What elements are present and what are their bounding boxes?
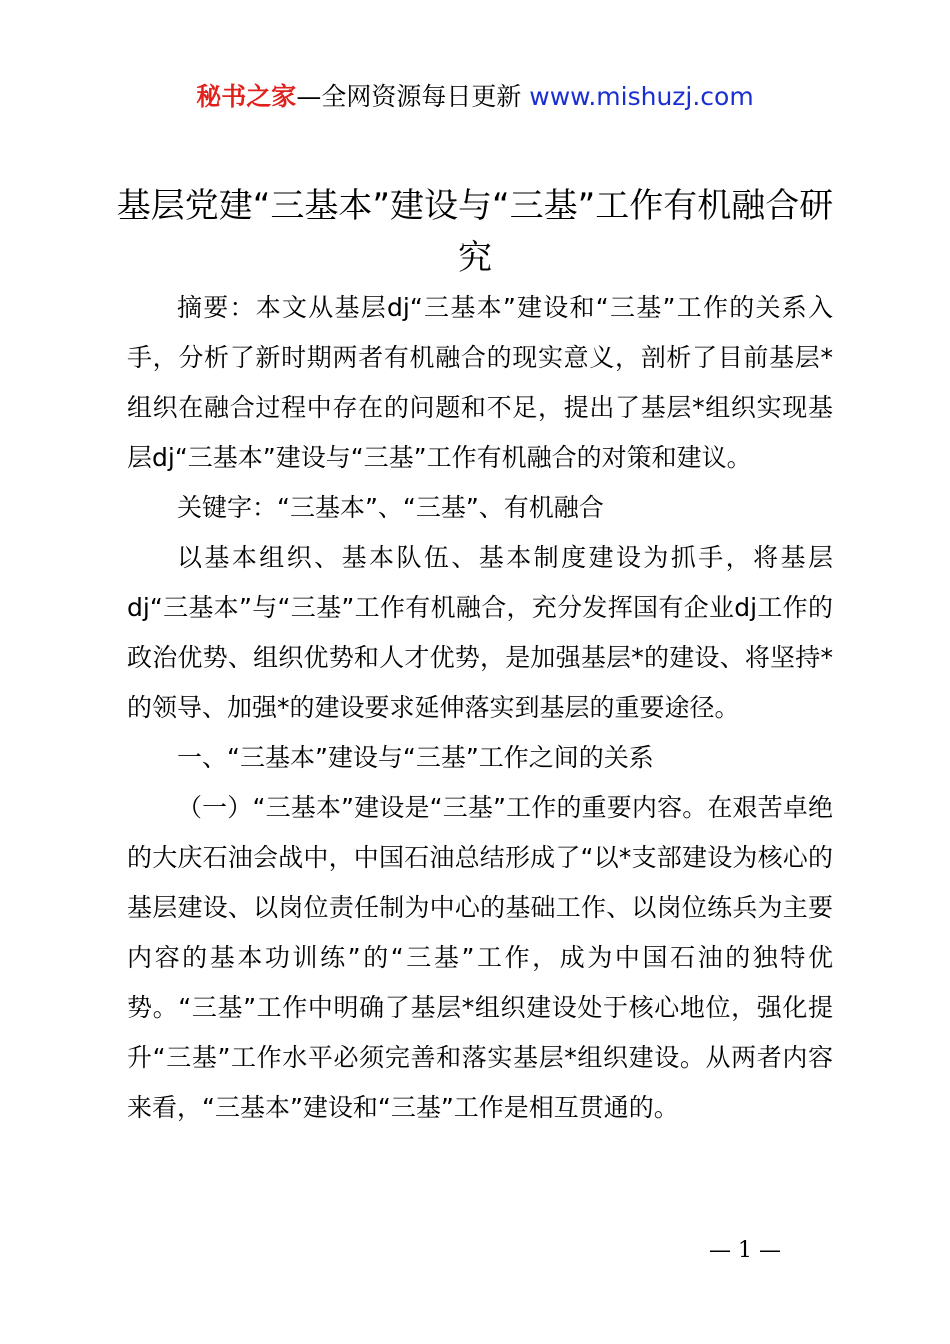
site-tagline: —全网资源每日更新 xyxy=(296,82,522,111)
document-body xyxy=(127,283,833,1133)
document-title: 基层党建“三基本”建设与“三基”工作有机融合研究 xyxy=(116,186,834,278)
section-heading: 一、“三基本”建设与“三基”工作之间的关系 xyxy=(177,743,654,772)
intro-paragraph: 以基本组织、基本队伍、基本制度建设为抓手，将基层dj“三基本”与“三基”工作有机融合，充分发挥国有企业dj工作的政治优势、组织优势和人才优势，是加强基层*的建设、将坚持*的领导、加强*的建设要求延伸落实到基层的重要途径。 xyxy=(127,543,833,722)
keywords-paragraph: 关键字：“三基本”、“三基”、有机融合 xyxy=(177,493,604,522)
subsection-paragraph: （一）“三基本”建设是“三基”工作的重要内容。在艰苦卓绝的大庆石油会战中，中国石油总结形成了“以*支部建设为核心的基层建设、以岗位责任制为中心的基础工作、以岗位练兵为主要内容的基本功训练”的“三基”工作，成为中国石油的独特优势。“三基”工作中明确了基层*组织建设处于核心地位，强化提升“三基”工作水平必须完善和落实基层*组织建设。从两者内容来看，“三基本”建设和“三基”工作是相互贯通的。 xyxy=(127,793,833,1122)
site-url-link[interactable]: www.mishuzj.com xyxy=(529,82,754,111)
page-number: — 1 — xyxy=(709,1238,781,1263)
site-header xyxy=(0,80,950,114)
site-brand: 秘书之家 xyxy=(196,82,297,111)
abstract-paragraph: 摘要：本文从基层dj“三基本”建设和“三基”工作的关系入手，分析了新时期两者有机融合的现实意义，剖析了目前基层*组织在融合过程中存在的问题和不足，提出了基层*组织实现基层dj“三基本”建设与“三基”工作有机融合的对策和建议。 xyxy=(127,293,833,472)
